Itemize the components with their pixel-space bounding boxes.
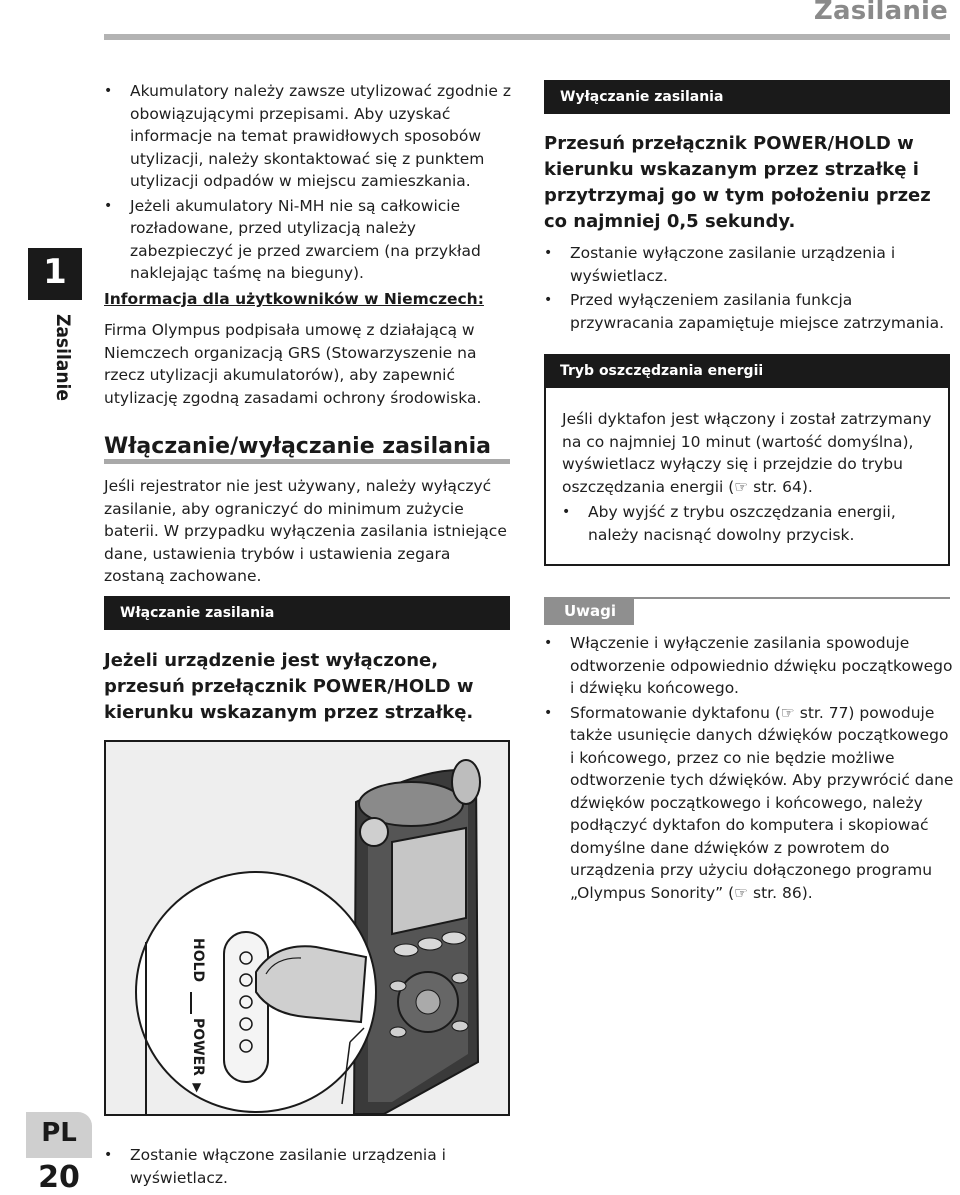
germany-info-heading: Informacja dla użytkowników w Niemczech: (104, 290, 484, 308)
section-title: Włączanie/wyłączanie zasilania (104, 434, 491, 459)
power-off-bullets (544, 242, 954, 336)
power-label: POWER (190, 1018, 206, 1076)
list-item: • Zostanie włączone zasilanie urządzenia i wyświetlacz. (104, 1144, 514, 1189)
power-on-instruction: Jeżeli urządzenie jest wyłączone, przesuń przełącznik POWER/HOLD w kierunku wskazanym przez strzałkę. (104, 650, 474, 723)
disposal-bullets (104, 80, 514, 287)
notes-label: Uwagi (544, 597, 634, 625)
header-rule (104, 34, 950, 40)
notes-rule (634, 597, 950, 599)
eco-mode-text: Jeśli dyktafon jest włączony i został zatrzymany na co najmniej 10 minut (wartość domyślna), wyświetlacz wyłączy się i przejdzie do trybu oszczędzania energii (☞ str. 64). (562, 410, 932, 496)
chapter-label: Zasilanie (52, 314, 74, 401)
list-item: • Przed wyłączeniem zasilania funkcja przywracania zapamiętuje miejsce zatrzymania. (544, 289, 954, 334)
language-code: PL (41, 1118, 77, 1148)
hold-label: HOLD (190, 938, 206, 983)
section-rule (104, 459, 510, 464)
list-item: • Jeżeli akumulatory Ni-MH nie są całkowicie rozładowane, przed utylizacją należy zabezpieczyć je przed zwarciem (na przykład naklejając taśmę na bieguny). (104, 195, 514, 285)
chapter-number: 1 (43, 252, 67, 292)
power-on-result-bullets (104, 1144, 514, 1191)
arrow-icon: ▼ (192, 1080, 202, 1094)
list-item: • Zostanie wyłączone zasilanie urządzenia i wyświetlacz. (544, 242, 954, 287)
page-number: 20 (38, 1160, 80, 1195)
germany-info-text: Firma Olympus podpisała umowę z działającą w Niemczech organizacją GRS (Stowarzyszenie na rzecz utylizacji akumulatorów), aby zapewnić utylizację zgodną zasadami ochrony środowiska. (104, 321, 482, 407)
notes-bullets (544, 632, 954, 906)
power-on-heading: Włączanie zasilania (104, 596, 510, 630)
page-header-title: Zasilanie (813, 0, 948, 26)
list-item: • Aby wyjść z trybu oszczędzania energii, należy nacisnąć dowolny przycisk. (562, 501, 942, 546)
recorder-drawing (106, 742, 508, 1114)
label-divider (190, 992, 192, 1014)
device-illustration (104, 740, 510, 1116)
list-item: • Sformatowanie dyktafonu (☞ str. 77) powoduje także usunięcie danych dźwięków początkowego i końcowego, przez co nie będzie możliwe odtworzenie tych dźwięków. Aby przywrócić dane dźwięków początkowego i końcowego, należy podłączyć dyktafon do komputera i skopiować domyślne dane dźwięków z powrotem do urządzenia przy użyciu dołączonego programu „Olympus Sonority” (☞ str. 86). (544, 702, 954, 905)
power-off-heading: Wyłączanie zasilania (544, 80, 950, 114)
list-item: • Włączenie i wyłączenie zasilania spowoduje odtworzenie odpowiednio dźwięku początkowego i dźwięku końcowego. (544, 632, 954, 700)
power-off-instruction: Przesuń przełącznik POWER/HOLD w kierunku wskazanym przez strzałkę i przytrzymaj go w tym położeniu przez co najmniej 0,5 sekundy. (544, 133, 931, 232)
list-item: • Akumulatory należy zawsze utylizować zgodnie z obowiązującymi przepisami. Aby uzyskać informacje na temat prawidłowych sposobów utylizacji, należy skontaktować się z punktem utylizacji odpadów w miejscu zamieszkania. (104, 80, 514, 193)
eco-mode-heading: Tryb oszczędzania energii (544, 354, 950, 388)
eco-mode-bullets (562, 501, 942, 548)
section-intro-text: Jeśli rejestrator nie jest używany, należy wyłączyć zasilanie, aby ograniczyć do minimum zużycie baterii. W przypadku wyłączenia zasilania istniejące dane, ustawienia trybów i ustawienia zegara zostaną zachowane. (104, 477, 507, 585)
